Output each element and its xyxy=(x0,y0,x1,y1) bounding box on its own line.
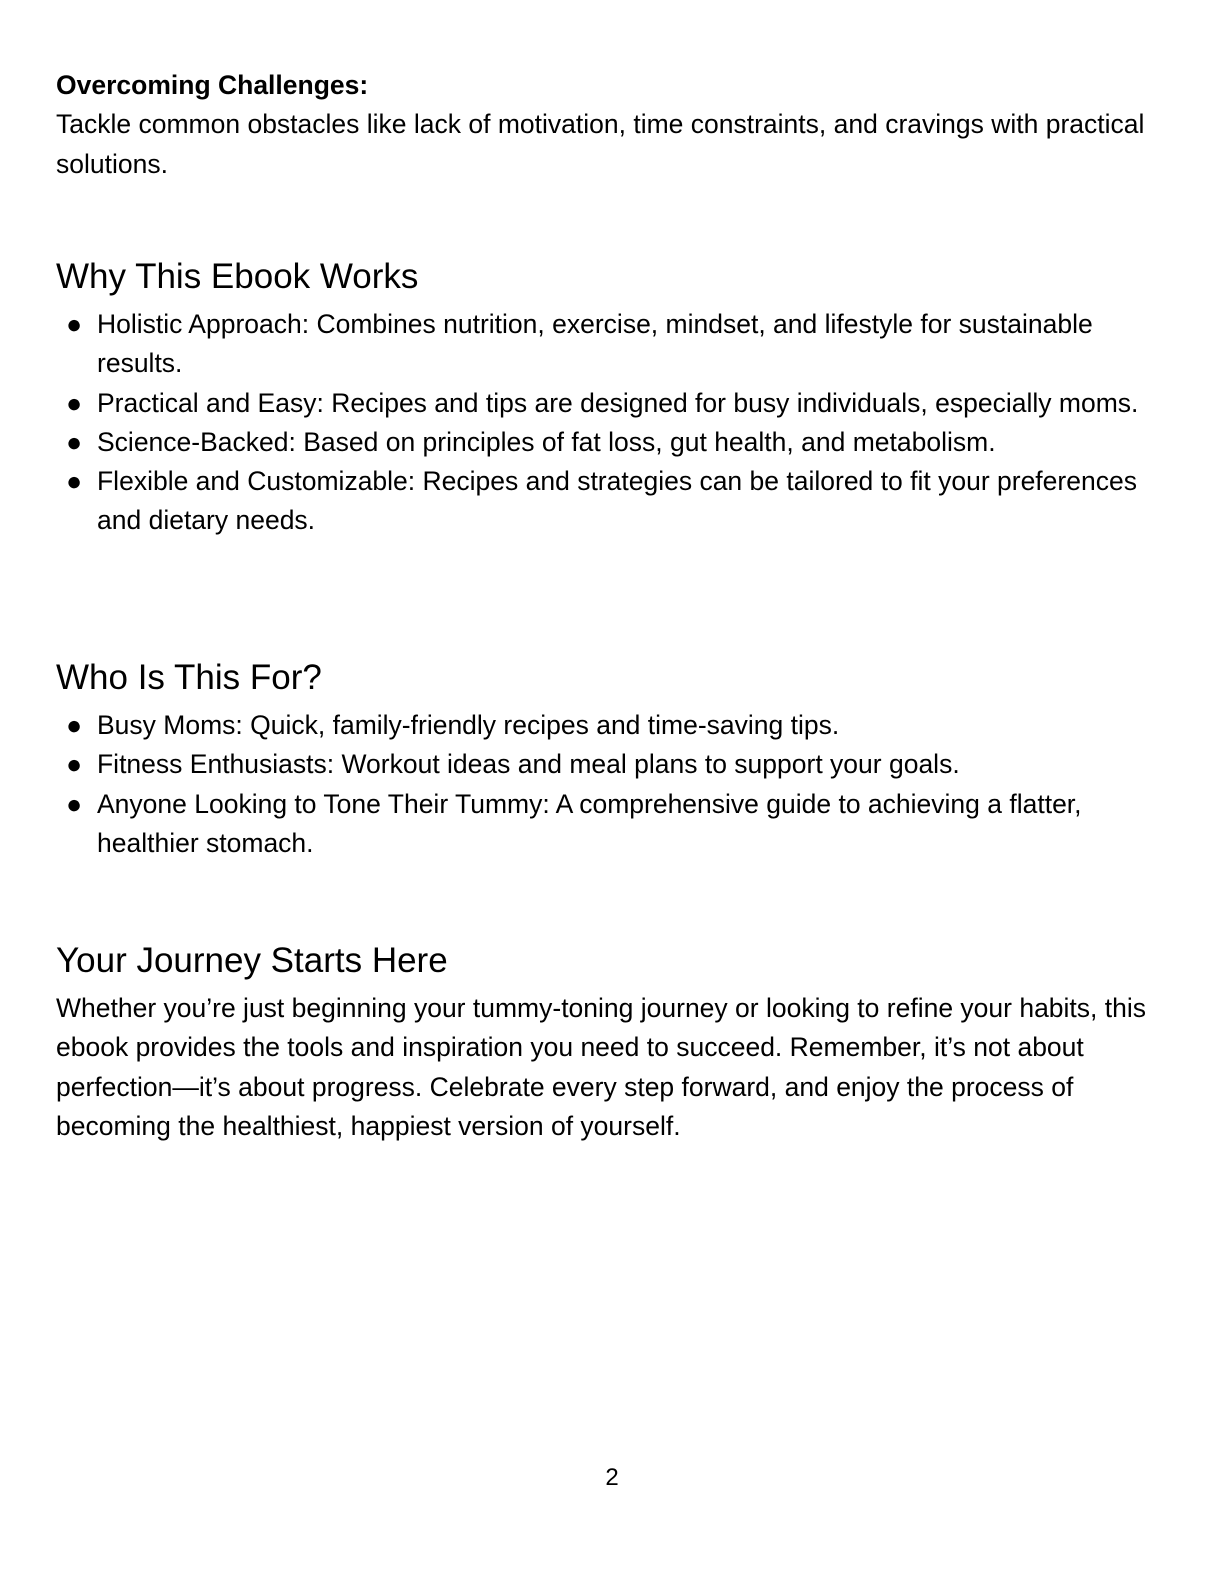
list-item xyxy=(56,305,1156,384)
list-item xyxy=(56,706,1156,745)
who-heading: Who Is This For? xyxy=(56,658,322,697)
challenges-body: Tackle common obstacles like lack of motivation, time constraints, and cravings with practical solutions. xyxy=(56,109,1145,179)
journey-section xyxy=(56,940,1156,1146)
why-list xyxy=(56,305,1156,541)
page-number: 2 xyxy=(605,1464,619,1491)
list-item xyxy=(56,423,1156,462)
list-item xyxy=(56,384,1156,423)
list-item-text: Anyone Looking to Tone Their Tummy: A comprehensive guide to achieving a flatter, healthier stomach. xyxy=(97,788,1082,858)
bullet-icon: ● xyxy=(66,466,83,497)
list-item-text: Practical and Easy: Recipes and tips are designed for busy individuals, especially moms. xyxy=(97,387,1139,418)
list-item xyxy=(56,462,1156,541)
who-section xyxy=(56,657,1156,863)
bullet-icon: ● xyxy=(66,749,83,780)
why-heading: Why This Ebook Works xyxy=(56,257,419,296)
list-item-text: Holistic Approach: Combines nutrition, exercise, mindset, and lifestyle for sustainable results. xyxy=(97,309,1093,379)
challenges-heading: Overcoming Challenges: xyxy=(56,70,369,100)
bullet-icon: ● xyxy=(66,309,83,339)
bullet-icon: ● xyxy=(66,710,83,740)
who-list xyxy=(56,706,1156,863)
list-item-text: Science-Backed: Based on principles of fat loss, gut health, and metabolism. xyxy=(97,426,996,457)
journey-heading: Your Journey Starts Here xyxy=(56,941,448,980)
challenges-section xyxy=(56,66,1156,184)
list-item-text: Busy Moms: Quick, family-friendly recipes and time-saving tips. xyxy=(97,710,840,740)
journey-body: Whether you’re just beginning your tummy-toning journey or looking to refine your habits, this ebook provides the tools and inspiration you need to succeed. Remember, it’s not about perfection—it’s about progress. Celebrate every step forward, and enjoy the process of becoming the healthiest, happiest version of yourself. xyxy=(56,993,1147,1141)
bullet-icon: ● xyxy=(66,387,83,418)
list-item-text: Flexible and Customizable: Recipes and strategies can be tailored to fit your preferences and dietary needs. xyxy=(97,466,1137,536)
bullet-icon: ● xyxy=(66,426,83,457)
bullet-icon: ● xyxy=(66,788,83,819)
why-section xyxy=(56,256,1156,541)
list-item-text: Fitness Enthusiasts: Workout ideas and meal plans to support your goals. xyxy=(97,749,960,780)
list-item xyxy=(56,745,1156,784)
list-item xyxy=(56,785,1156,864)
